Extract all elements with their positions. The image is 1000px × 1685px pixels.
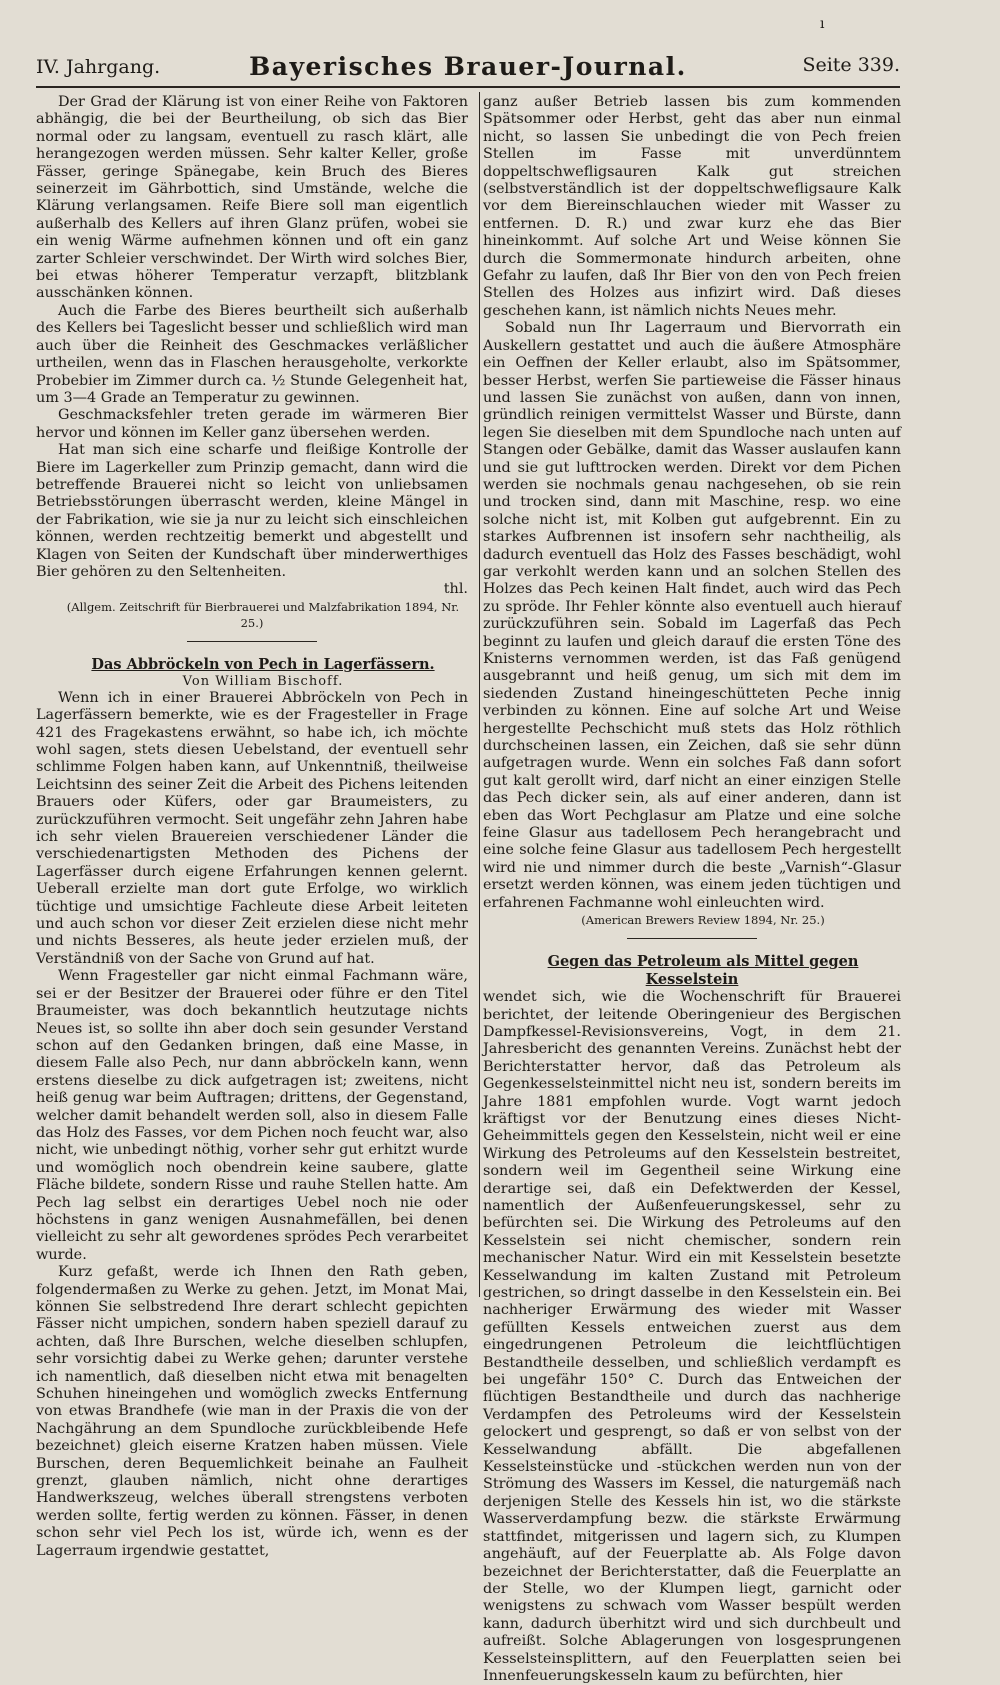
section-rule (187, 641, 317, 642)
volume-label: IV. Jahrgang. (36, 56, 161, 78)
article-paragraph: Geschmacksfehler treten gerade im wärmeren Bier hervor und können im Keller ganz übersehen werden. (36, 407, 468, 441)
source-citation: (Allgem. Zeitschrift für Bierbrauerei und Malzfabrikation 1894, Nr. 25.) (66, 599, 460, 630)
column-divider (479, 92, 480, 1297)
article-paragraph: Kurz gefaßt, werde ich Ihnen den Rath geben, folgendermaßen zu Werke zu gehen. Jetzt, im Monat Mai, können Sie selbstredend Ihre derart schlecht gepichten Fässer nicht umpichen, sondern haben speziell darauf zu achten, daß Ihre Burschen, welche dieselben schlupfen, sehr vorsichtig dabei zu Werke gehen; darunter verstehe ich namentlich, daß dieselben nicht etwa mit benagelten Schuhen hineingehen und womöglich zwecks Entfernung von etwas Brandhefe (wie man in der Praxis die von der Nachgährung an dem Spundloche zurückbleibende Hefe bezeichnet) gleich eiserne Kratzen haben müssen. Viele Burschen, deren Bequemlichkeit beinahe an Faulheit grenzt, glauben nämlich, nicht ohne derartiges Handwerkszeug, welches überall strengstens verboten werden sollte, fertig werden zu können. Fässer, in denen schon sehr viel Pech los ist, würde ich, wenn es der Lagerraum irgendwie gestattet, (36, 1264, 468, 1559)
header-rule (36, 86, 900, 88)
article-paragraph: ganz außer Betrieb lassen bis zum kommenden Spätsommer oder Herbst, geht das aber nun einmal nicht, so lassen Sie unbedingt die von Pech freien Stellen im Fasse mit unverdünntem doppeltschwefligsauren Kalk gut streichen (selbstverständlich ist der doppeltschwefligsaure Kalk vor dem Biereinschlauchen wieder mit Wasser zu entfernen. D. R.) und zwar kurz ehe das Bier hineinkommt. Auf solche Art und Weise können Sie durch die Sommermonate hindurch arbeiten, ohne Gefahr zu laufen, daß Ihr Bier von den von Pech freien Stellen des Holzes aus infizirt wird. Daß dieses geschehen kann, ist nämlich nichts Neues mehr. (483, 94, 901, 319)
page-header (36, 50, 900, 84)
article-paragraph: wendet sich, wie die Wochenschrift für Brauerei berichtet, der leitende Oberingenieur des Bergischen Dampfkessel-Revisionsvereins, Vogt, in dem 21. Jahresbericht des genannten Vereins. Zunächst hebt der Berichterstatter hervor, daß das Petroleum als Gegenkesselsteinmittel nicht neu ist, sondern bereits im Jahre 1881 empfohlen wurde. Vogt warnt jedoch kräftigst vor der Benutzung eines dieses Nicht-Geheimmittels gegen den Kesselstein, nicht weil er eine Wirkung des Petroleums auf den Kesselstein bestreitet, sondern weil im Gegentheil seine Wirkung eine derartige sei, daß ein Defektwerden der Kessel, namentlich der Außenfeuerungskessel, sehr zu befürchten sei. Die Wirkung des Petroleums auf den Kesselstein sei nicht chemischer, sondern rein mechanischer Natur. Wird ein mit Kesselstein besetzte Kesselwandung im kalten Zustand mit Petroleum gestrichen, so dringt dasselbe in den Kesselstein ein. Bei nachheriger Erwärmung des wieder mit Wasser gefüllten Kessels entweichen zuerst aus dem eingedrungenen Petroleum die leichtflüchtigen Bestandtheile desselben, und schließlich verdampft es bei ungefähr 150° C. Durch das Entweichen der flüchtigen Bestandtheile und durch das nachherige Verdampfen des Petroleums wird der Kesselstein gelockert und gesprengt, so daß er von selbst von der Kesselwandung abfällt. Die abgefallenen Kesselsteinstücke und -stückchen werden nun von der Strömung des Wassers im Kessel, die naturgemäß nach derjenigen Stelle des Kessels hin ist, wo die stärkste Wasserverdampfung bezw. die stärkste Erwärmung stattfindet, mitgerissen und lagern sich, zu Klumpen angehäuft, auf der Feuerplatte ab. Als Folge davon bezeichnet der Berichterstatter, daß die Feuerplatte an der Stelle, wo der Klumpen liegt, garnicht oder wenigstens zu schwach vom Wasser bespült werden kann, dadurch überhitzt wird und sich durchbeult und aufreißt. Solche Ablagerungen von losgesprungenen Kesselsteinsplittern, auf den Feuerplatten seien bei Innenfeuerungskesseln kaum zu befürchten, hier (483, 989, 901, 1684)
margin-mark: ı (820, 16, 825, 32)
source-citation: (American Brewers Review 1894, Nr. 25.) (581, 913, 825, 928)
article-byline: Von William Bischoff. (182, 673, 344, 689)
left-column (36, 94, 468, 1560)
journal-title: Bayerisches Brauer-Journal. (249, 52, 687, 81)
article-title: Das Abbröckeln von Pech in Lagerfässern. (91, 655, 435, 673)
page-number: Seite 339. (802, 54, 900, 76)
section-rule (627, 938, 757, 939)
article-paragraph: Wenn ich in einer Brauerei Abbröckeln von Pech in Lagerfässern bemerkte, wie es der Fragesteller in Frage 421 des Fragekastens erwähnt, so habe ich, ich möchte wohl sagen, stets diesen Uebelstand, der eventuell sehr schlimme Folgen haben kann, auf Unkenntniß, theilweise Leichtsinn des seiner Zeit die Arbeit des Pichens leitenden Brauers oder Küfers, oder gar Braumeisters, zu zurückzuführen vermocht. Seit ungefähr zehn Jahren habe ich sehr vielen Brauereien verschiedener Länder die verschiedenartigsten Methoden des Pichens der Lagerfässer durch eigene Erfahrungen kennen gelernt. Ueberall erzielte man dort gute Erfolge, wo wirklich tüchtige und umsichtige Fachleute diese Arbeit leiteten und auch schon vor dieser Zeit erzielen diese nicht mehr und nichts Besseres, als heute jeder erzielen muß, der Verständniß von der Sache von Grund auf hat. (36, 689, 468, 967)
article-paragraph: Der Grad der Klärung ist von einer Reihe von Faktoren abhängig, die bei der Beurtheilung, ob sich das Bier normal oder zu langsam, eventuell zu rasch klärt, alle herangezogen werden müssen. Sehr kalter Keller, große Fässer, geringe Spänegabe, kein Bruch des Bieres seinerzeit im Gährbottich, sind Umstände, welche die Klärung verlangsamen. Reife Biere soll man eigentlich außerhalb des Kellers auf ihren Glanz prüfen, wobei sie ein wenig Wärme aufnehmen können und oft ein ganz zarter Schleier verschwindet. Der Wirth wird solches Bier, bei etwas höherer Temperatur verzapft, blitzblank ausschänken können. (36, 94, 468, 302)
article-paragraph: Sobald nun Ihr Lagerraum und Biervorrath ein Auskellern gestattet und auch die äußere Atmosphäre ein Oeffnen der Keller erlaubt, also im Spätsommer, besser Herbst, werfen Sie partieweise die Fässer hinaus und lassen Sie zunächst von außen, dann von innen, gründlich reinigen vermittelst Wasser und Bürste, dann legen Sie dieselben mit dem Spundloche nach unten auf Stangen oder Gebälke, damit das Wasser auslaufen kann und sie gut lufttrocken werden. Direkt vor dem Pichen werden sie nochmals genau nachgesehen, ob sie rein und trocken sind, dann mit Maschine, resp. wo eine solche nicht ist, mit Kolben gut aufgebrennt. Ein zu starkes Aufbrennen ist insofern sehr nachtheilig, als dadurch eventuell das Holz des Fasses beschädigt, wohl gar verkohlt werden kann und an solchen Stellen des Holzes das Pech keinen Halt findet, auch wird das Pech zu spröde. Ihr Fehler könnte also eventuell auch hierauf zurückzuführen sein. Sobald im Lagerfaß das Pech beginnt zu laufen und gleich darauf die ersten Töne des Knisterns vernommen werden, ist das Faß genügend ausgebrannt und heiß genug, um sich mit dem im siedenden Zustand hineingeschütteten Peche innig verbinden zu können. Eine auf solche Art und Weise hergestellte Pechschicht muß stets das Holz röthlich durchscheinen lassen, ein Zeichen, daß sie sehr dünn aufgetragen wurde. Wenn ein solches Faß dann sofort gut kalt gerollt wird, darf nicht an einer einzigen Stelle das Pech dicker sein, als auf einer anderen, dann ist eben das Wort Pechglasur am Platze und eine solche feine Glasur aus tadellosem Pech herangebracht und eine solche feine Glasur aus tadellosem Pech hergestellt wird nie und nimmer durch die beste „Varnish“-Glasur ersetzt werden können, was einem jeden tüchtigen und erfahrenen Fachmanne wohl einleuchten wird. (483, 320, 901, 911)
article-paragraph: Wenn Fragesteller gar nicht einmal Fachmann wäre, sei er der Besitzer der Brauerei oder führe er den Titel Braumeister, was doch bekanntlich heutzutage nichts Neues ist, so sollte ihn aber doch sein gesunder Verstand schon auf den Gedanken bringen, daß eine Masse, in diesem Falle also Pech, nur dann abbröckeln kann, wenn erstens dieselbe zu dick aufgetragen ist; zweitens, nicht heiß genug war beim Auftragen; drittens, der Gegenstand, welcher damit behandelt werden soll, also in diesem Falle das Holz des Fasses, vor dem Pichen noch feucht war, also nicht, wie unbedingt nöthig, vorher sehr gut erhitzt wurde und womöglich noch obendrein keine saubere, glatte Fläche bildete, sondern Risse und rauhe Stellen hatte. Am Pech lag selbst ein derartiges Uebel noch nie oder höchstens in ganz wenigen Ausnahmefällen, bei denen vielleicht zu sehr alt gewordenes sprödes Pech verarbeitet wurde. (36, 968, 468, 1263)
author-signature: thl. (443, 581, 468, 598)
right-column (483, 94, 901, 1685)
article-title: Gegen das Petroleum als Mittel gegen Kesselstein (547, 953, 859, 989)
article-paragraph: Hat man sich eine scharfe und fleißige Kontrolle der Biere im Lagerkeller zum Prinzip gemacht, dann wird die betreffende Brauerei nicht so leicht von unliebsamen Betriebsstörungen überrascht werden, kleine Mängel in der Fabrikation, wie sie ja nur zu leicht sich einschleichen können, werden rechtzeitig bemerkt und abgestellt und Klagen von Seiten der Kundschaft über minderwerthiges Bier gehören zu den Seltenheiten. (36, 442, 468, 580)
article-paragraph: Auch die Farbe des Bieres beurtheilt sich außerhalb des Kellers bei Tageslicht besser und schließlich wird man auch über die Reinheit des Geschmackes verläßlicher urtheilen, wenn das in Flaschen herausgeholte, verkorkte Probebier im Zimmer durch ca. ½ Stunde Gelegenheit hat, um 3—4 Grade an Temperatur zu gewinnen. (36, 302, 468, 406)
